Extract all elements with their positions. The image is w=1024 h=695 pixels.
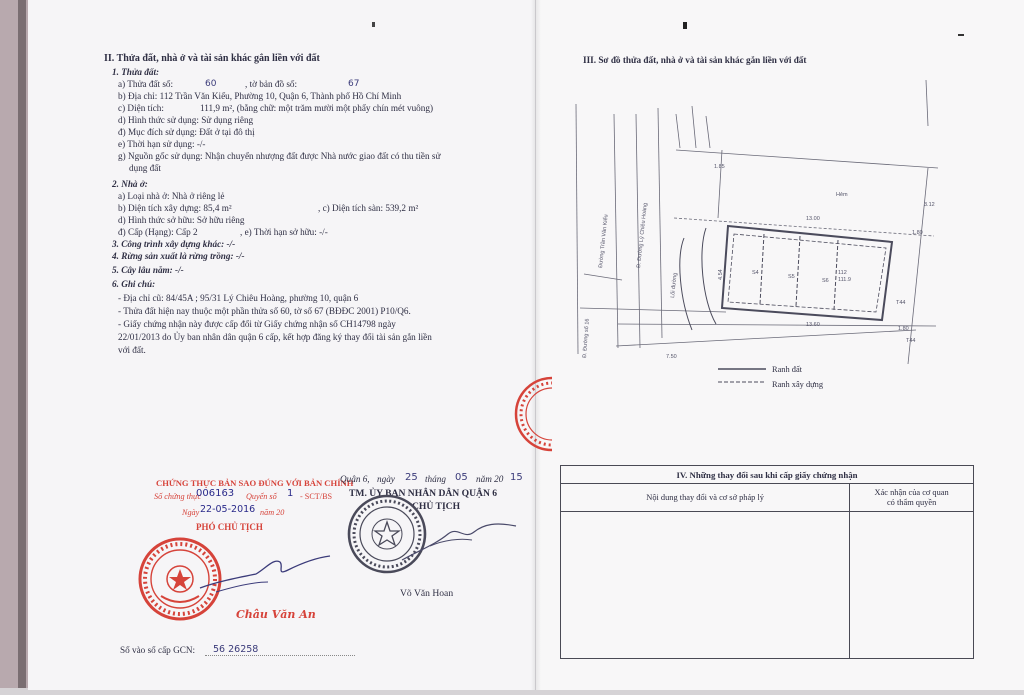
place-day: 25	[405, 472, 418, 483]
certify-title: CHỨNG THỰC BẢN SAO ĐÚNG VỚI BẢN CHÍNH	[156, 478, 354, 488]
land-origin-cont: dụng đất	[129, 163, 161, 173]
certify-sct: - SCT/BS	[300, 492, 333, 501]
signature-left	[196, 548, 336, 598]
house-grade: đ) Cấp (Hạng): Cấp 2	[118, 227, 198, 237]
note-line-5: với đất.	[118, 345, 146, 355]
land-address: b) Địa chỉ: 112 Trần Văn Kiểu, Phường 10, Quận 6, Thành phố Hồ Chí Minh	[118, 91, 402, 101]
changes-cell-confirm	[850, 512, 974, 659]
changes-title: IV. Những thay đổi sau khi cấp giấy chứng nhận	[561, 466, 974, 484]
section-perennial: 5. Cây lâu năm: -/-	[112, 265, 184, 275]
land-area-label: c) Diện tích:	[118, 103, 164, 113]
svg-text:T44: T44	[896, 300, 906, 306]
page-fold	[531, 0, 541, 690]
house-build-area: b) Diện tích xây dựng: 85,4 m²	[118, 203, 232, 213]
land-heading: 1. Thửa đất:	[112, 67, 160, 77]
certify-date-value: 22-05-2016	[200, 504, 256, 515]
place-month-label: tháng	[425, 474, 446, 484]
place-district: Quận 6,	[340, 474, 370, 484]
land-parcel-number: 60	[205, 79, 217, 89]
section-forest: 4. Rừng sản xuất là rừng trồng: -/-	[112, 251, 245, 261]
house-type: a) Loại nhà ở: Nhà ở riêng lẻ	[118, 191, 225, 201]
house-ownership: d) Hình thức sở hữu: Sở hữu riêng	[118, 215, 245, 225]
diagram-legend-lines	[716, 364, 772, 390]
land-parcel-label: a) Thửa đất số:	[118, 79, 174, 89]
scan-speck	[683, 22, 687, 29]
svg-text:3.12: 3.12	[924, 202, 935, 208]
svg-text:111.9: 111.9	[838, 277, 851, 283]
parcel-diagram	[556, 68, 976, 398]
svg-text:1.80: 1.80	[898, 326, 909, 332]
svg-text:S6: S6	[822, 278, 829, 284]
svg-text:112: 112	[838, 270, 847, 276]
chairman-name: Võ Văn Hoan	[400, 588, 454, 599]
svg-text:Đ. Đường Lý Chiêu Hoàng: Đ. Đường Lý Chiêu Hoàng	[636, 202, 649, 269]
section-notes: 6. Ghi chú:	[112, 279, 156, 289]
changes-table	[560, 465, 974, 659]
committee-title: TM. ỦY BAN NHÂN DÂN QUẬN 6	[349, 488, 498, 499]
svg-text:Đường Trần Văn Kiểu: Đường Trần Văn Kiểu	[598, 214, 610, 269]
scan-speck	[372, 22, 375, 27]
note-line-2: - Thửa đất hiện nay thuộc một phần thửa số 60, tờ số 67 (BĐĐC 2001) P10/Q6.	[118, 306, 411, 316]
svg-text:T44: T44	[906, 338, 916, 344]
certify-year: năm 20	[260, 508, 285, 517]
house-term: , e) Thời hạn sở hữu: -/-	[240, 227, 328, 237]
gcn-dotline	[205, 655, 355, 656]
place-day-label: ngày	[377, 474, 395, 484]
certify-number-label: Số chứng thực	[154, 492, 202, 501]
scan-background	[0, 0, 28, 695]
svg-text:1.80: 1.80	[912, 230, 923, 236]
gcn-value: 56 26258	[213, 644, 259, 655]
land-area-value: 111,9 m², (bằng chữ: một trăm mười một phẩy chín mét vuông)	[200, 103, 434, 113]
place-year: 15	[510, 472, 523, 483]
changes-col-confirm-line1: Xác nhận của cơ quan	[874, 487, 949, 497]
svg-text:Đ. Đường số 16: Đ. Đường số 16	[582, 318, 591, 359]
red-seal-fold	[512, 374, 552, 454]
certify-number-value: 006163	[196, 488, 235, 499]
signature-center	[400, 510, 520, 570]
place-year-label: năm 20	[476, 474, 504, 484]
changes-col-confirm	[850, 484, 974, 512]
svg-text:Hẻm: Hẻm	[836, 192, 848, 198]
section-other-construction: 3. Công trình xây dựng khác: -/-	[112, 239, 236, 249]
front-dim: 13.00	[806, 216, 820, 222]
certify-date-label: Ngày	[182, 508, 200, 517]
land-origin: g) Nguồn gốc sử dụng: Nhận chuyển nhượng đất được Nhà nước giao đất có thu tiền sử	[118, 151, 441, 161]
svg-text:S4: S4	[752, 270, 759, 276]
land-use-form: d) Hình thức sử dụng: Sử dụng riêng	[118, 115, 254, 125]
land-use-term: e) Thời hạn sử dụng: -/-	[118, 139, 206, 149]
legend-land: Ranh đất	[772, 365, 803, 374]
note-line-1: - Địa chỉ cũ: 84/45A ; 95/31 Lý Chiêu Hoàng, phường 10, quận 6	[118, 293, 359, 303]
house-heading: 2. Nhà ở:	[112, 179, 148, 189]
scan-speck	[958, 34, 964, 36]
changes-col-confirm-line2: có thẩm quyền	[886, 497, 937, 507]
chairman-title: CHỦ TỊCH	[412, 501, 461, 512]
section3-title: III. Sơ đồ thửa đất, nhà ở và tài sản khác gắn liền với đất	[583, 55, 807, 65]
place-month: 05	[455, 472, 468, 483]
certify-signer: Châu Văn An	[236, 608, 316, 621]
land-map-label: , tờ bản đồ số:	[245, 79, 298, 89]
land-use-purpose: đ) Mục đích sử dụng: Đất ở tại đô thị	[118, 127, 255, 137]
svg-text:Lối đường: Lối đường	[670, 272, 679, 299]
house-floor-area: , c) Diện tích sàn: 539,2 m²	[318, 203, 419, 213]
svg-text:13.60: 13.60	[806, 322, 820, 328]
svg-text:1.85: 1.85	[714, 164, 725, 170]
certify-deputy: PHÓ CHỦ TỊCH	[196, 522, 263, 532]
note-line-3: - Giấy chứng nhận này được cấp đổi từ Giấy chứng nhận số CH14798 ngày	[118, 319, 396, 329]
changes-col-content: Nội dung thay đổi và cơ sở pháp lý	[561, 484, 850, 512]
section2-title: II. Thửa đất, nhà ở và tài sản khác gắn liền với đất	[104, 53, 320, 64]
svg-text:7.50: 7.50	[666, 354, 677, 360]
certify-book-value: 1	[287, 488, 294, 499]
svg-text:S5: S5	[788, 274, 795, 280]
legend-build: Ranh xây dựng	[772, 380, 824, 389]
certify-book-label: Quyển số	[246, 492, 277, 501]
gcn-label: Số vào sổ cấp GCN:	[120, 645, 196, 655]
changes-cell-content	[561, 512, 850, 659]
note-line-4: 22/01/2013 do Ủy ban nhân dân quận 6 cấp, kết hợp đăng ký thay đổi tài sản gắn liền	[118, 332, 432, 342]
svg-text:4.54: 4.54	[718, 269, 724, 280]
land-map-number: 67	[348, 79, 360, 89]
